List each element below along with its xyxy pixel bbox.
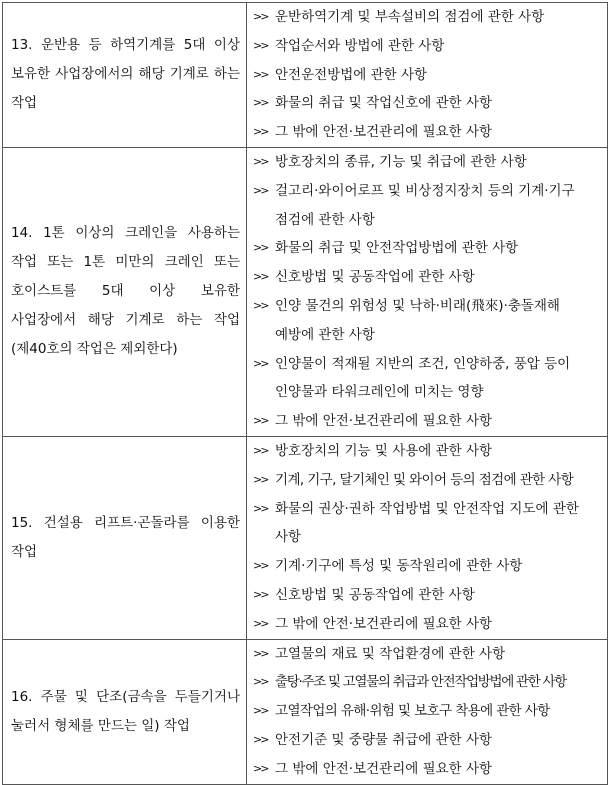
table-row [3, 147, 608, 436]
double-arrow-icon: >> [253, 675, 268, 689]
list-item: >> 화물의 취급 및 안전작업방법에 관한 사항 [253, 234, 607, 263]
education-items-cell [247, 639, 608, 784]
safety-education-table [2, 2, 608, 785]
double-arrow-icon: >> [253, 443, 268, 457]
double-arrow-icon: >> [253, 183, 268, 197]
list-item: >> 그 밖에 안전·보건관리에 필요한 사항 [253, 610, 607, 639]
table-row [3, 436, 608, 639]
table-row [3, 3, 608, 148]
education-items-cell [247, 147, 608, 436]
double-arrow-icon: >> [253, 154, 268, 168]
list-item: >> 인양 물건의 위험성 및 낙하·비래(飛來)·충돌재해 예방에 관한 사항 [253, 292, 607, 350]
double-arrow-icon: >> [253, 38, 268, 52]
double-arrow-icon: >> [253, 96, 268, 110]
list-item: >> 그 밖에 안전·보건관리에 필요한 사항 [253, 118, 607, 147]
double-arrow-icon: >> [253, 704, 268, 718]
list-item: >> 출탕·주조 및 고열물의 취급과 안전작업방법에 관한 사항 [253, 668, 607, 697]
double-arrow-icon: >> [253, 356, 268, 370]
double-arrow-icon: >> [253, 298, 268, 312]
list-item: >> 그 밖에 안전·보건관리에 필요한 사항 [253, 407, 607, 436]
work-type-cell: 14. 1톤 이상의 크레인을 사용하는 작업 또는 1톤 미만의 크레인 또는 호이스트를 5대 이상 보유한 사업장에서 해당 기계로 하는 작업(제40호의 작업은 제외한다) [3, 147, 247, 436]
list-item: >> 고열물의 재료 및 작업환경에 관한 사항 [253, 640, 607, 669]
list-item: >> 기계, 기구, 달기체인 및 와이어 등의 점검에 관한 사항 [253, 466, 607, 495]
list-item: >> 화물의 권상·권하 작업방법 및 안전작업 지도에 관한 사항 [253, 495, 607, 553]
work-type-cell: 16. 주물 및 단조(금속을 두들기거나 눌러서 형체를 만드는 일) 작업 [3, 639, 247, 784]
list-item: >> 안전기준 및 중량물 취급에 관한 사항 [253, 726, 607, 755]
double-arrow-icon: >> [253, 472, 268, 486]
list-item: >> 안전운전방법에 관한 사항 [253, 61, 607, 90]
list-item: >> 그 밖에 안전·보건관리에 필요한 사항 [253, 755, 607, 784]
list-item: >> 신호방법 및 공동작업에 관한 사항 [253, 581, 607, 610]
double-arrow-icon: >> [253, 761, 268, 775]
list-item: >> 걸고리·와이어로프 및 비상정지장치 등의 기계·기구 점검에 관한 사항 [253, 177, 607, 235]
double-arrow-icon: >> [253, 501, 268, 515]
list-item: >> 고열작업의 유해·위험 및 보호구 착용에 관한 사항 [253, 697, 607, 726]
double-arrow-icon: >> [253, 646, 268, 660]
list-item: >> 화물의 취급 및 작업신호에 관한 사항 [253, 89, 607, 118]
double-arrow-icon: >> [253, 732, 268, 746]
education-items-cell [247, 436, 608, 639]
double-arrow-icon: >> [253, 616, 268, 630]
double-arrow-icon: >> [253, 241, 268, 255]
list-item: >> 기계·기구에 특성 및 동작원리에 관한 사항 [253, 552, 607, 581]
double-arrow-icon: >> [253, 559, 268, 573]
work-type-cell: 15. 건설용 리프트·곤돌라를 이용한 작업 [3, 436, 247, 639]
list-item: >> 방호장치의 종류, 기능 및 취급에 관한 사항 [253, 148, 607, 177]
double-arrow-icon: >> [253, 587, 268, 601]
list-item: >> 인양물이 적재될 지반의 조건, 인양하중, 풍압 등이 인양물과 타워크레인에 미치는 영향 [253, 350, 607, 408]
list-item: >> 작업순서와 방법에 관한 사항 [253, 32, 607, 61]
double-arrow-icon: >> [253, 125, 268, 139]
double-arrow-icon: >> [253, 67, 268, 81]
list-item: >> 운반하역기계 및 부속설비의 점검에 관한 사항 [253, 3, 607, 32]
work-type-cell: 13. 운반용 등 하역기계를 5대 이상 보유한 사업장에서의 해당 기계로 하는 작업 [3, 3, 247, 148]
table-row [3, 639, 608, 784]
double-arrow-icon: >> [253, 10, 268, 23]
education-items-cell [247, 3, 608, 148]
list-item: >> 방호장치의 기능 및 사용에 관한 사항 [253, 437, 607, 466]
double-arrow-icon: >> [253, 270, 268, 284]
list-item: >> 신호방법 및 공동작업에 관한 사항 [253, 263, 607, 292]
double-arrow-icon: >> [253, 414, 268, 428]
